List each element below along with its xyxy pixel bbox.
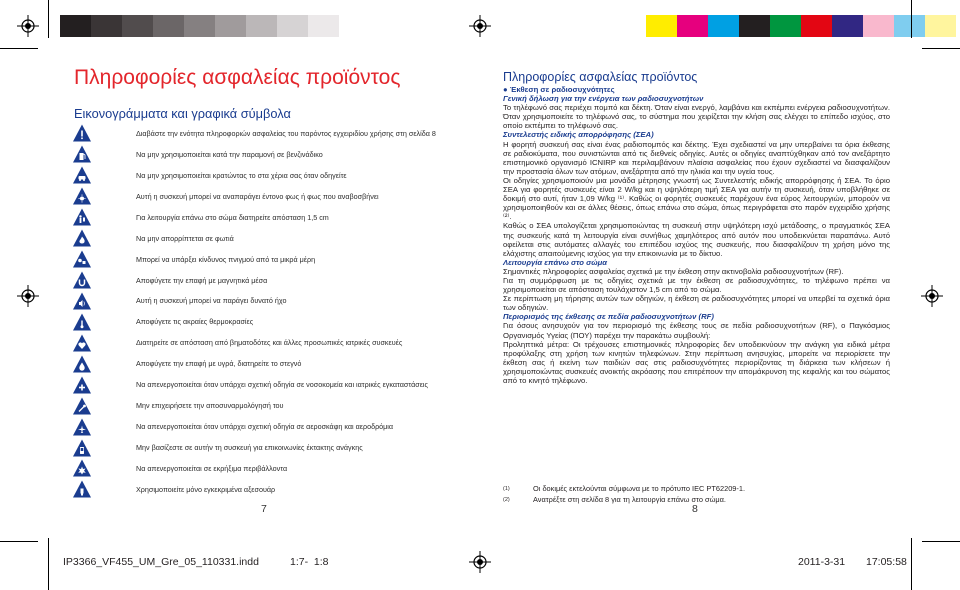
paragraph: Το τηλέφωνό σας περιέχει πομπό και δέκτη. Όταν είναι ενεργό, λαμβάνει και εκπέμπει ενέργεια ραδιοσυχνοτήτων. Όταν χρησιμοποιείτε το τηλέφωνό σας, το σύστημα που χειρίζεται την κλήση σας ελέγχει το επίπεδο ισχύος, στο οποίο εκπέμπει το τηλέφωνό σας. [503,103,890,131]
paragraph: Οι οδηγίες χρησιμοποιούν μια μονάδα μέτρησης γνωστή ως Συντελεστής ειδικής απορρόφησης ή ΣΕΑ. Το όριο ΣΕΑ για φορητές συσκευές είναι 2 W/kg και η υψηλότερη τιμή ΣΕΑ για αυτήν τη συσκευή, όταν υποβλήθηκε σε δοκιμή στο αυτί, ήταν 1,09 W/kg ⁽¹⁾. Καθώς οι φορητές συσκευές παρέχουν ένα εύρος λειτουργιών, μπορούν να χρησιμοποιηθούν και σε άλλες θέσεις, όπως επάνω στο σώμα, όπως περιγράφεται στο παρόν εγχειρίδιο χρήσης ⁽²⁾. [503,175,890,222]
pictogram-item [72,165,472,186]
color-swatch [677,15,708,37]
paragraph: Για όσους ανησυχούν για τον περιορισμό της έκθεσης τους σε πεδία ραδιοσυχνοτήτων (RF), ο Παγκόσμιος Οργανισμός Υγείας (ΠΟΥ) παρέχει την παρακάτω συμβουλή: [503,321,890,340]
crop-mark [922,48,960,49]
choking-hazard-icon [72,249,92,269]
crop-mark [48,0,49,38]
no-liquid-icon [72,354,92,374]
subheading: Περιορισμός της έκθεσης σε πεδία ραδιοσυχνοτήτων (RF) [503,312,714,322]
pacemaker-icon [72,333,92,353]
gray-swatch [153,15,184,37]
subheading: Γενική δήλωση για την ενέργεια των ραδιοσυχνοτήτων [503,94,704,104]
no-phone-driving-icon [72,165,92,185]
no-emergency-icon [72,438,92,458]
pictogram-text: Να απενεργοποιείται όταν υπάρχει σχετική οδηγία σε αεροσκάφη και αεροδρόμια [136,422,394,432]
footnote [503,484,745,495]
crop-mark [48,538,49,590]
pictogram-item [72,249,472,270]
paragraph: Προληπτικά μέτρα: Οι τρέχουσες επιστημονικές πληροφορίες δεν υποδεικνύουν την ανάγκη για ειδικά μέτρα προφύλαξης στη χρήση των κινητών τηλεφώνων. Στην περίπτωση ανησυχίας, μπορείτε να περιορίσετε την έκθεση σας ή εκείνη των παιδιών σας στις ραδιοσυχνότητες περιορίζοντας τη διάρκεια των κλήσεων ή χρησιμοποιώντας συσκευές ανοικτής ακρόασης που επιτρέπουν την απομάκρυνση της κεφαλής και του σώματος από το κινητό τηλέφωνο. [503,339,890,385]
footnote-text: Ανατρέξτε στη σελίδα 8 για τη λειτουργία επάνω στο σώμα. [533,494,726,504]
subheading: Λειτουργία επάνω στο σώμα [503,257,608,267]
pictogram-item [72,311,472,332]
subheading: Συντελεστής ειδικής απορρόφησης (ΣΕΑ) [503,130,654,140]
pictogram-text: Να απενεργοποιείται όταν υπάρχει σχετική οδηγία σε νοσοκομεία και ιατρικές εγκαταστάσεις [136,380,428,390]
pictogram-item [72,207,472,228]
slug-pages: 1:7- 1:8 [290,556,329,568]
page-title: Πληροφορίες ασφαλείας προϊόντος [74,66,401,89]
gray-swatch [91,15,122,37]
pictogram-text: Αυτή η συσκευή μπορεί να παράγει δυνατό ήχο [136,296,287,306]
approved-accessories-icon [72,479,92,499]
crop-mark [0,48,38,49]
pictogram-item [72,228,472,249]
color-swatch [894,15,925,37]
registration-mark-top-center [469,15,491,37]
color-swatch [770,15,801,37]
pictogram-item [72,395,472,416]
registration-mark-top-left [17,15,39,37]
pictogram-text: Αυτή η συσκευή μπορεί να αναπαράγει έντονο φως ή φως που αναβοσβήνει [136,191,379,201]
bullet-icon: ● [503,85,508,94]
temperature-icon [72,312,92,332]
page-number-left: 7 [261,503,267,515]
color-swatch [646,15,677,37]
crop-mark [911,0,912,38]
footnotes [503,484,745,505]
pictogram-text: Αποφύγετε την επαφή με μαγνητικά μέσα [136,275,268,285]
bright-light-icon [72,186,92,206]
pictogram-text: Να μην χρησιμοποιείται κατά την παραμονή σε βενζινάδικο [136,149,323,159]
gray-swatch [215,15,246,37]
paragraph: Σε περίπτωση μη τήρησης αυτών των οδηγιών, η έκθεση σε ραδιοσυχνότητες μπορεί να υπερβεί τα σχετικά όρια των οδηγιών. [503,294,890,313]
slug-date: 2011-3-31 [798,556,846,568]
grayscale-bar [60,15,339,37]
hospital-off-icon [72,375,92,395]
no-magnetic-icon [72,270,92,290]
crop-mark [0,541,38,542]
pictogram-text: Χρησιμοποιείτε μόνο εγκεκριμένα αξεσουάρ [136,484,276,494]
color-swatch [832,15,863,37]
pictogram-item [72,353,472,374]
no-fire-icon [72,228,92,248]
gray-swatch [60,15,91,37]
registration-mark-right [921,285,943,307]
pictogram-text: Μπορεί να υπάρξει κίνδυνος πνιγμού από τα μικρά μέρη [136,254,316,264]
registration-mark-left [17,285,39,307]
pictogram-item [72,123,472,144]
pictogram-item [72,291,472,312]
safety-text-body [503,85,890,385]
crop-mark [922,541,960,542]
footnote [503,495,745,506]
gray-swatch [184,15,215,37]
paragraph: Καθώς ο ΣΕΑ υπολογίζεται χρησιμοποιώντας τη συσκευή στην υψηλότερη ισχύ μετάδοσης, ο πραγματικός ΣΕΑ της συσκευής κατά τη λειτουργία είναι συνήθως χαμηλότερος από αυτόν που υποδεικνύεται παραπάνω. Αυτό οφείλεται στις αυτόματες αλλαγές του επιπέδου ισχύος της συσκευής, που διασφαλίζουν τη χρήση μόνο της ελάχιστης απαιτούμενης ισχύος για την επικοινωνία με το δίκτυο. [503,221,890,258]
airplane-off-icon [72,417,92,437]
gray-swatch [308,15,339,37]
footnote-mark: (1) [503,486,510,492]
pictogram-item [72,437,472,458]
page-number-right: 8 [692,503,698,515]
pictogram-item [72,332,472,353]
gray-swatch [122,15,153,37]
pictogram-text: Διατηρείτε σε απόσταση από βηματοδότες και άλλες προσωπικές ιατρικές συσκευές [136,338,403,348]
paragraph: Σημαντικές πληροφορίες ασφαλείας σχετικά με την έκθεση στην ακτινοβολία ραδιοσυχνοτήτων (RF). [503,266,844,276]
pictogram-text: Μην βασίζεστε σε αυτήν τη συσκευή για επικοινωνίες έκτακτης ανάγκης [136,443,363,453]
body-distance-icon [72,207,92,227]
explosive-off-icon [72,458,92,478]
color-swatch [925,15,956,37]
right-page-title: Πληροφορίες ασφαλείας προϊόντος [503,70,698,84]
footnote-mark: (2) [503,496,510,503]
color-bar [646,15,956,37]
gray-swatch [277,15,308,37]
pictogram-item [72,270,472,291]
slug-time: 17:05:58 [866,556,907,568]
pictogram-text: Να μην χρησιμοποιείται κρατώντας το στα χέρια σας όταν οδηγείτε [136,170,347,180]
pictogram-text: Μην επιχειρήσετε την αποσυναρμολόγησή του [136,401,284,411]
pictogram-item [72,416,472,437]
pictogram-text: Για λειτουργία επάνω στο σώμα διατηρείτε απόσταση 1,5 cm [136,212,329,222]
section-title: Εικονογράμματα και γραφικά σύμβολα [74,106,291,121]
section-heading-text: Έκθεση σε ραδιοσυχνότητες [509,85,615,94]
pictogram-item [72,458,472,479]
no-disassemble-icon [72,396,92,416]
pictogram-text: Αποφύγετε τις ακραίες θερμοκρασίες [136,317,254,327]
paragraph: Η φορητή συσκευή σας είναι ένας ραδιοπομπός και δέκτης. Έχει σχεδιαστεί να μην υπερβαίνει τα όρια έκθεσης σε ραδιοκύματα, που συνιστώνται από τις διεθνείς οδηγίες. Αυτές οι οδηγίες αναπτύχθηκαν από τον ανεξάρτητο επιστημονικό οργανισμό ICNIRP και περιλαμβάνουν πλαίσια ασφαλείας που έχουν σχεδιαστεί να διασφαλίζουν την προστασία όλων των ατόμων, ανεξάρτητα από την ηλικία και την υγεία τους. [503,139,890,176]
pictogram-list [72,123,472,500]
pictogram-text: Αποφύγετε την επαφή με υγρά, διατηρείτε το στεγνό [136,359,302,369]
pictogram-item [72,479,472,500]
gray-swatch [246,15,277,37]
color-swatch [863,15,894,37]
pictogram-text: Να μην απορρίπτεται σε φωτιά [136,233,234,243]
pictogram-item [72,186,472,207]
color-swatch [739,15,770,37]
pictogram-item [72,374,472,395]
pictogram-item [72,144,472,165]
paragraph: Για τη συμμόρφωση με τις οδηγίες σχετικά με την έκθεση σε ραδιοσυχνότητες, το τηλέφωνο πρέπει να χρησιμοποιείται σε απόσταση τουλάχιστον 1,5 cm από το σώμα. [503,275,890,295]
loud-sound-icon [72,291,92,311]
pictogram-text: Να απενεργοποιείται σε εκρήξιμα περιβάλλοντα [136,463,288,473]
crop-mark [911,538,912,590]
registration-mark-bottom-center [469,551,491,573]
section-heading [503,85,890,94]
color-swatch [708,15,739,37]
warning-icon [72,123,92,143]
pictogram-text: Διαβάστε την ενότητα πληροφοριών ασφαλείας του παρόντος εγχειριδίου χρήσης στη σελίδα 8 [136,128,436,138]
color-swatch [801,15,832,37]
no-fuel-icon [72,144,92,164]
slug-filename: IP3366_VF455_UM_Gre_05_110331.indd [63,556,259,568]
footnote-text: Οι δοκιμές εκτελούνται σύμφωνα με το πρότυπο IEC PT62209-1. [533,484,746,493]
